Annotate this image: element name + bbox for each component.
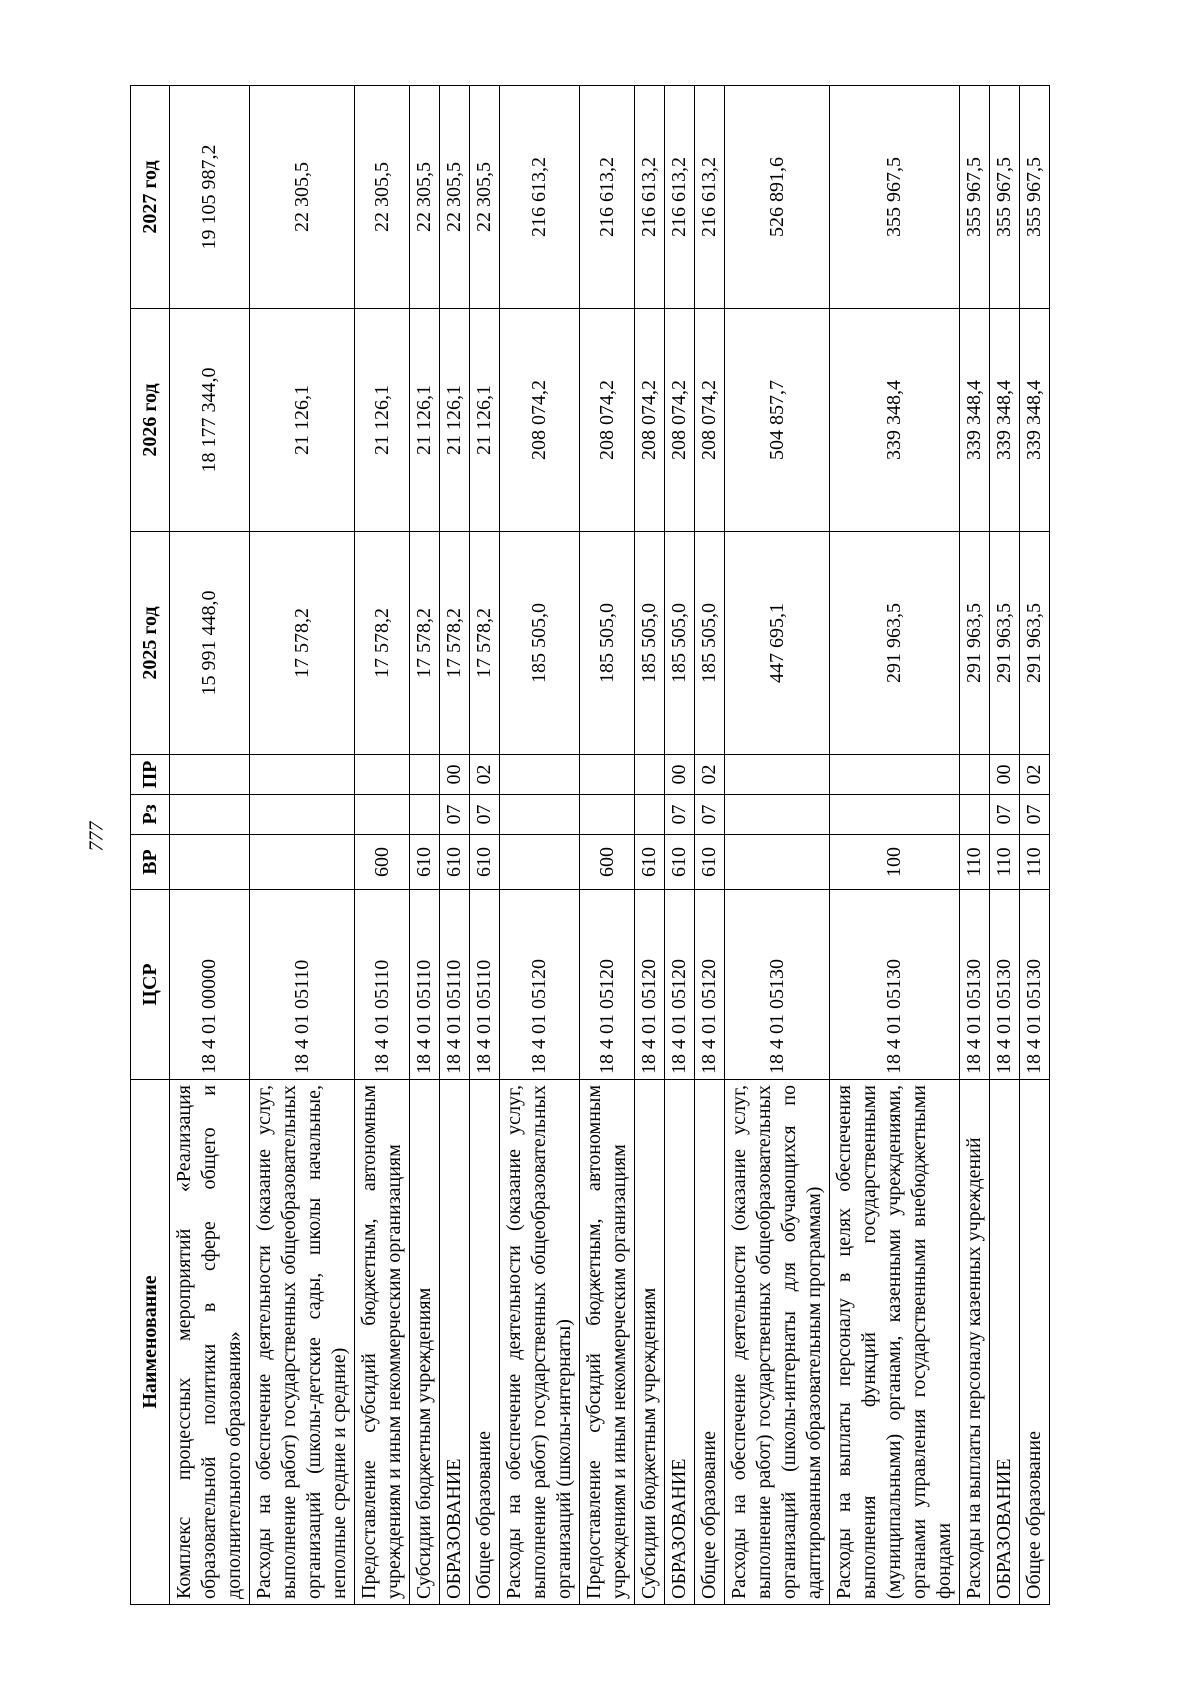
cell-vr: 600 (355, 835, 410, 890)
cell-name: Расходы на выплаты персоналу казенных учреждений (960, 1080, 990, 1605)
cell-2025: 185 505,0 (580, 532, 635, 755)
cell-vr (250, 835, 355, 890)
cell-pr: 00 (440, 755, 470, 795)
cell-2025: 185 505,0 (635, 532, 665, 755)
table-row (250, 86, 355, 1605)
cell-2027: 355 967,5 (990, 86, 1020, 309)
cell-csr: 18 4 01 05110 (250, 890, 355, 1080)
cell-rz: 07 (695, 795, 725, 835)
cell-csr: 18 4 01 05130 (1020, 890, 1050, 1080)
cell-csr: 18 4 01 05110 (410, 890, 440, 1080)
cell-pr (410, 755, 440, 795)
cell-pr (580, 755, 635, 795)
cell-rz: 07 (990, 795, 1020, 835)
cell-vr: 610 (470, 835, 500, 890)
cell-2027: 216 613,2 (580, 86, 635, 309)
budget-table (130, 85, 1050, 1605)
cell-2026: 208 074,2 (635, 309, 665, 532)
cell-2026: 21 126,1 (470, 309, 500, 532)
table-row (1020, 86, 1050, 1605)
cell-csr: 18 4 01 05120 (635, 890, 665, 1080)
cell-name: ОБРАЗОВАНИЕ (990, 1080, 1020, 1605)
cell-rz (960, 795, 990, 835)
cell-2026: 339 348,4 (1020, 309, 1050, 532)
cell-2025: 447 695,1 (725, 532, 830, 755)
cell-vr: 610 (410, 835, 440, 890)
cell-pr: 02 (695, 755, 725, 795)
cell-2026: 339 348,4 (830, 309, 960, 532)
cell-rz (410, 795, 440, 835)
cell-csr: 18 4 01 00000 (170, 890, 250, 1080)
cell-pr (725, 755, 830, 795)
page-number: 777 (85, 821, 108, 852)
cell-rz (170, 795, 250, 835)
cell-2025: 291 963,5 (1020, 532, 1050, 755)
header-pr: ПР (131, 755, 170, 795)
cell-rz (830, 795, 960, 835)
cell-2027: 355 967,5 (1020, 86, 1050, 309)
cell-pr: 02 (470, 755, 500, 795)
cell-2025: 17 578,2 (440, 532, 470, 755)
cell-2027: 216 613,2 (500, 86, 580, 309)
cell-2027: 355 967,5 (960, 86, 990, 309)
cell-csr: 18 4 01 05110 (440, 890, 470, 1080)
cell-csr: 18 4 01 05110 (355, 890, 410, 1080)
cell-vr: 110 (990, 835, 1020, 890)
cell-name: Субсидии бюджетным учреждениям (410, 1080, 440, 1605)
table-row (990, 86, 1020, 1605)
cell-2026: 208 074,2 (500, 309, 580, 532)
cell-2025: 185 505,0 (695, 532, 725, 755)
cell-2026: 339 348,4 (960, 309, 990, 532)
cell-name: Общее образование (1020, 1080, 1050, 1605)
cell-pr: 00 (665, 755, 695, 795)
cell-name: Субсидии бюджетным учреждениям (635, 1080, 665, 1605)
cell-2026: 21 126,1 (355, 309, 410, 532)
table-row (170, 86, 250, 1605)
cell-rz (250, 795, 355, 835)
cell-vr: 610 (635, 835, 665, 890)
cell-csr: 18 4 01 05130 (725, 890, 830, 1080)
cell-2025: 185 505,0 (665, 532, 695, 755)
cell-vr (170, 835, 250, 890)
cell-vr: 100 (830, 835, 960, 890)
table-row (725, 86, 830, 1605)
cell-name: Предоставление субсидий бюджетным, автономным учреждениям и иным некоммерческим организациям (355, 1080, 410, 1605)
cell-rz: 07 (1020, 795, 1050, 835)
header-rz: Рз (131, 795, 170, 835)
table-row (580, 86, 635, 1605)
cell-name: Расходы на обеспечение деятельности (оказание услуг, выполнение работ) государственных общеобразовательных организаций (школы-интернаты) (500, 1080, 580, 1605)
table-row (440, 86, 470, 1605)
table-row (635, 86, 665, 1605)
cell-vr (500, 835, 580, 890)
cell-pr (250, 755, 355, 795)
cell-name: Расходы на обеспечение деятельности (оказание услуг, выполнение работ) государственных общеобразовательных организаций (школы-интернаты для обучающихся по адаптированным образовательным программам) (725, 1080, 830, 1605)
cell-name: ОБРАЗОВАНИЕ (665, 1080, 695, 1605)
table-row (410, 86, 440, 1605)
cell-2027: 22 305,5 (410, 86, 440, 309)
cell-2026: 208 074,2 (665, 309, 695, 532)
cell-pr: 00 (990, 755, 1020, 795)
cell-2026: 208 074,2 (580, 309, 635, 532)
cell-2025: 291 963,5 (960, 532, 990, 755)
cell-rz (725, 795, 830, 835)
cell-2025: 17 578,2 (250, 532, 355, 755)
cell-name: Предоставление субсидий бюджетным, автономным учреждениям и иным некоммерческим организациям (580, 1080, 635, 1605)
table-row (500, 86, 580, 1605)
cell-2025: 291 963,5 (830, 532, 960, 755)
cell-2027: 526 891,6 (725, 86, 830, 309)
cell-name: Общее образование (695, 1080, 725, 1605)
cell-2026: 21 126,1 (440, 309, 470, 532)
cell-pr (635, 755, 665, 795)
table-row (355, 86, 410, 1605)
cell-2026: 504 857,7 (725, 309, 830, 532)
cell-2025: 17 578,2 (410, 532, 440, 755)
cell-pr (355, 755, 410, 795)
cell-name: ОБРАЗОВАНИЕ (440, 1080, 470, 1605)
cell-pr (500, 755, 580, 795)
table-header-row (131, 86, 170, 1605)
table-row (470, 86, 500, 1605)
cell-vr: 610 (665, 835, 695, 890)
cell-2026: 21 126,1 (410, 309, 440, 532)
header-csr: ЦСР (131, 890, 170, 1080)
cell-2026: 339 348,4 (990, 309, 1020, 532)
cell-vr: 610 (695, 835, 725, 890)
cell-2025: 185 505,0 (500, 532, 580, 755)
cell-2026: 208 074,2 (695, 309, 725, 532)
cell-2027: 19 105 987,2 (170, 86, 250, 309)
cell-rz (355, 795, 410, 835)
header-name: Наименование (131, 1080, 170, 1605)
cell-2025: 291 963,5 (990, 532, 1020, 755)
cell-2027: 216 613,2 (635, 86, 665, 309)
cell-vr: 600 (580, 835, 635, 890)
cell-rz: 07 (470, 795, 500, 835)
cell-csr: 18 4 01 05120 (500, 890, 580, 1080)
cell-vr: 110 (1020, 835, 1050, 890)
cell-csr: 18 4 01 05130 (830, 890, 960, 1080)
cell-pr: 02 (1020, 755, 1050, 795)
header-2027: 2027 год (131, 86, 170, 309)
cell-2027: 22 305,5 (355, 86, 410, 309)
cell-2025: 15 991 448,0 (170, 532, 250, 755)
cell-csr: 18 4 01 05120 (580, 890, 635, 1080)
header-vr: ВР (131, 835, 170, 890)
cell-rz (580, 795, 635, 835)
rotated-table-container (130, 85, 1050, 1605)
cell-2027: 22 305,5 (470, 86, 500, 309)
cell-vr: 610 (440, 835, 470, 890)
table-row (960, 86, 990, 1605)
cell-rz: 07 (665, 795, 695, 835)
header-2026: 2026 год (131, 309, 170, 532)
cell-2025: 17 578,2 (470, 532, 500, 755)
cell-vr: 110 (960, 835, 990, 890)
cell-2026: 18 177 344,0 (170, 309, 250, 532)
cell-csr: 18 4 01 05120 (695, 890, 725, 1080)
cell-rz (500, 795, 580, 835)
table-row (665, 86, 695, 1605)
cell-2025: 17 578,2 (355, 532, 410, 755)
cell-rz: 07 (440, 795, 470, 835)
cell-2027: 22 305,5 (440, 86, 470, 309)
cell-name: Расходы на обеспечение деятельности (оказание услуг, выполнение работ) государственных общеобразовательных организаций (школы-детские сады, школы начальные, неполные средние и средние) (250, 1080, 355, 1605)
header-2025: 2025 год (131, 532, 170, 755)
cell-csr: 18 4 01 05130 (960, 890, 990, 1080)
cell-csr: 18 4 01 05120 (665, 890, 695, 1080)
cell-2027: 355 967,5 (830, 86, 960, 309)
cell-vr (725, 835, 830, 890)
cell-pr (830, 755, 960, 795)
table-row (830, 86, 960, 1605)
cell-csr: 18 4 01 05130 (990, 890, 1020, 1080)
cell-pr (170, 755, 250, 795)
cell-2027: 216 613,2 (695, 86, 725, 309)
cell-2027: 216 613,2 (665, 86, 695, 309)
cell-pr (960, 755, 990, 795)
cell-name: Комплекс процессных мероприятий «Реализация образовательной политики в сфере общего и дополнительного образования» (170, 1080, 250, 1605)
cell-2026: 21 126,1 (250, 309, 355, 532)
cell-2027: 22 305,5 (250, 86, 355, 309)
cell-name: Расходы на выплаты персоналу в целях обеспечения выполнения функций государственными (муниципальными) органами, казенными учреждениями, органами управления государственными внебюджетными фондами (830, 1080, 960, 1605)
cell-rz (635, 795, 665, 835)
cell-csr: 18 4 01 05110 (470, 890, 500, 1080)
cell-name: Общее образование (470, 1080, 500, 1605)
table-row (695, 86, 725, 1605)
